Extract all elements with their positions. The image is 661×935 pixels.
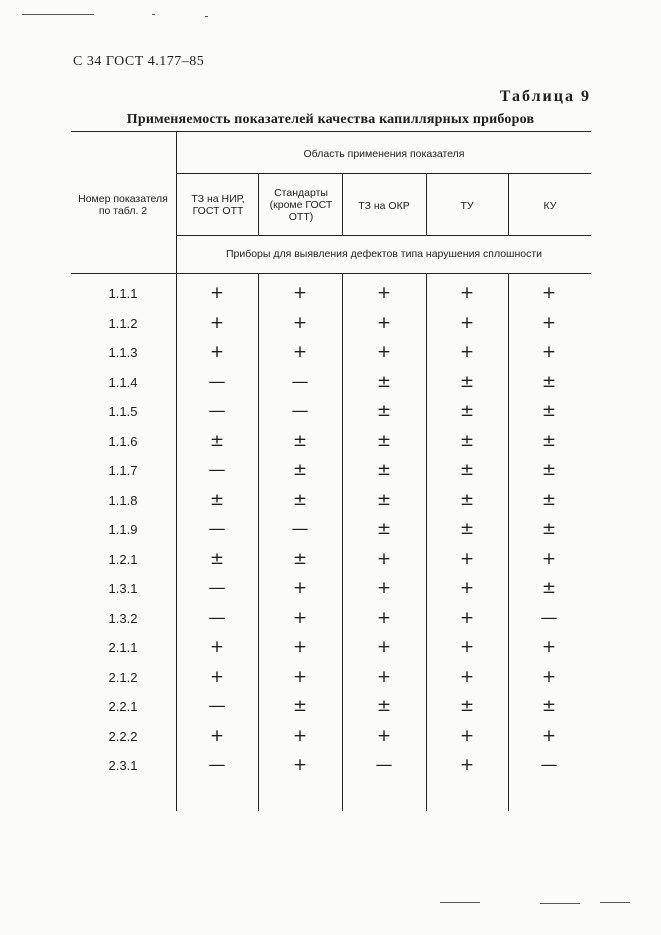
table-number: Таблица 9: [499, 88, 591, 105]
row-index: 2.1.2: [108, 669, 138, 685]
table-cell: —: [291, 401, 309, 421]
table-cell: +: [292, 666, 308, 687]
table-cell: +: [209, 283, 225, 303]
table-cell: —: [291, 519, 309, 539]
table-cell: +: [209, 666, 225, 687]
table-cell: ±: [541, 696, 557, 716]
table-cell: ±: [209, 489, 225, 510]
table-cell: ±: [376, 430, 392, 451]
row-index: 1.3.2: [108, 610, 138, 626]
table-cell: ±: [292, 489, 308, 510]
table-cell: ±: [376, 401, 392, 421]
table-cell: ±: [459, 430, 475, 451]
table-cell: +: [459, 725, 475, 746]
table-cell: +: [376, 666, 392, 687]
table-cell: +: [541, 725, 557, 746]
group-header: Приборы для выявления дефектов типа нарушения сплошности: [225, 248, 543, 260]
applicability-table: [71, 131, 591, 811]
column-header-standards: Стандарты (кроме ГОСТ ОТТ): [269, 187, 333, 223]
index-column-rule: [176, 131, 177, 811]
table-cell: +: [376, 342, 392, 362]
table-cell: ±: [541, 578, 557, 598]
row-index: 2.2.2: [108, 728, 138, 744]
table-cell: —: [208, 696, 226, 716]
table-cell: +: [541, 342, 557, 362]
table-cell: +: [209, 312, 225, 333]
table-cell: ±: [541, 519, 557, 539]
columns-rule: [176, 235, 591, 236]
scan-artifact: [600, 902, 630, 903]
column-rule: [258, 173, 259, 235]
table-cell: +: [459, 755, 475, 775]
table-cell: +: [459, 637, 475, 657]
table-cell: —: [208, 755, 226, 775]
table-cell: +: [376, 548, 392, 569]
row-index: 1.1.4: [108, 374, 138, 390]
table-cell: ±: [292, 696, 308, 716]
table-cell: —: [375, 755, 393, 775]
column-header-tu: ТУ: [460, 200, 474, 212]
table-cell: +: [376, 637, 392, 657]
table-cell: +: [459, 342, 475, 362]
row-index: 1.1.5: [108, 404, 138, 419]
table-cell: ±: [376, 371, 392, 392]
table-cell: —: [208, 578, 226, 598]
column-header-okr: ТЗ на ОКР: [358, 200, 410, 212]
table-cell: —: [208, 607, 226, 628]
table-cell: +: [459, 578, 475, 598]
table-cell: +: [292, 342, 308, 362]
table-cell: +: [541, 548, 557, 569]
table-cell: —: [540, 607, 558, 628]
table-cell: +: [541, 637, 557, 657]
row-index: 1.1.2: [108, 315, 138, 331]
table-cell: +: [209, 637, 225, 657]
table-cell: +: [209, 342, 225, 362]
row-index: 2.1.1: [108, 640, 138, 655]
table-cell: +: [376, 725, 392, 746]
table-cell: ±: [376, 519, 392, 539]
table-cell: ±: [209, 548, 225, 569]
table-cell: ±: [209, 430, 225, 451]
table-cell: ±: [459, 401, 475, 421]
table-cell: ±: [459, 696, 475, 716]
table-cell: +: [459, 312, 475, 333]
table-cell: +: [541, 312, 557, 333]
table-cell: ±: [541, 460, 557, 480]
table-caption: Применяемость показателей качества капиллярных приборов: [126, 112, 535, 127]
scan-artifact: [152, 14, 155, 15]
table-cell: +: [376, 283, 392, 303]
table-cell: ±: [541, 430, 557, 451]
table-cell: +: [292, 637, 308, 657]
scan-artifact: [440, 902, 480, 903]
table-cell: —: [291, 371, 309, 392]
table-top-rule: [71, 131, 591, 132]
table-cell: ±: [459, 489, 475, 510]
row-index: 1.1.7: [108, 463, 138, 478]
table-cell: ±: [459, 371, 475, 392]
table-cell: +: [292, 578, 308, 598]
row-index: 1.2.1: [108, 551, 138, 567]
table-cell: —: [208, 460, 226, 480]
table-cell: ±: [292, 548, 308, 569]
area-header: Область применения показателя: [303, 148, 465, 160]
table-cell: —: [208, 519, 226, 539]
header-bottom-rule: [71, 273, 591, 274]
scan-artifact: [205, 16, 208, 17]
column-rule: [508, 273, 509, 811]
table-cell: —: [208, 371, 226, 392]
table-cell: ±: [376, 489, 392, 510]
table-cell: ±: [376, 460, 392, 480]
table-cell: +: [376, 578, 392, 598]
table-cell: ±: [376, 696, 392, 716]
table-cell: +: [541, 666, 557, 687]
row-index: 1.1.1: [108, 286, 138, 301]
table-cell: +: [459, 548, 475, 569]
table-cell: +: [376, 607, 392, 628]
table-cell: +: [459, 666, 475, 687]
table-cell: +: [292, 283, 308, 303]
table-cell: +: [292, 312, 308, 333]
row-index: 1.1.9: [108, 522, 138, 537]
column-rule: [342, 273, 343, 811]
table-cell: +: [209, 725, 225, 746]
column-rule: [258, 273, 259, 811]
row-index: 2.2.1: [108, 699, 138, 714]
table-cell: +: [541, 283, 557, 303]
row-index: 1.1.8: [108, 492, 138, 508]
table-cell: +: [292, 755, 308, 775]
table-cell: ±: [541, 489, 557, 510]
column-rule: [426, 273, 427, 811]
row-index: 1.3.1: [108, 581, 138, 596]
table-cell: +: [459, 283, 475, 303]
row-index: 2.3.1: [108, 758, 138, 773]
table-cell: ±: [459, 519, 475, 539]
table-cell: —: [540, 755, 558, 775]
column-header-ku: КУ: [543, 200, 557, 212]
table-cell: —: [208, 401, 226, 421]
table-cell: ±: [541, 401, 557, 421]
index-column-header: Номер показателя по табл. 2: [78, 193, 168, 217]
table-cell: +: [459, 607, 475, 628]
table-cell: ±: [541, 371, 557, 392]
table-cell: +: [292, 725, 308, 746]
column-header-nir: ТЗ на НИР, ГОСТ ОТТ: [191, 193, 245, 217]
scan-artifact: [540, 903, 580, 904]
table-cell: +: [292, 607, 308, 628]
row-index: 1.1.3: [108, 345, 138, 360]
area-header-rule: [176, 173, 591, 174]
table-cell: ±: [292, 430, 308, 451]
page-header: С 34 ГОСТ 4.177–85: [73, 54, 205, 69]
scan-artifact: [22, 14, 94, 15]
table-cell: +: [376, 312, 392, 333]
table-cell: ±: [459, 460, 475, 480]
row-index: 1.1.6: [108, 433, 138, 449]
table-cell: ±: [292, 460, 308, 480]
